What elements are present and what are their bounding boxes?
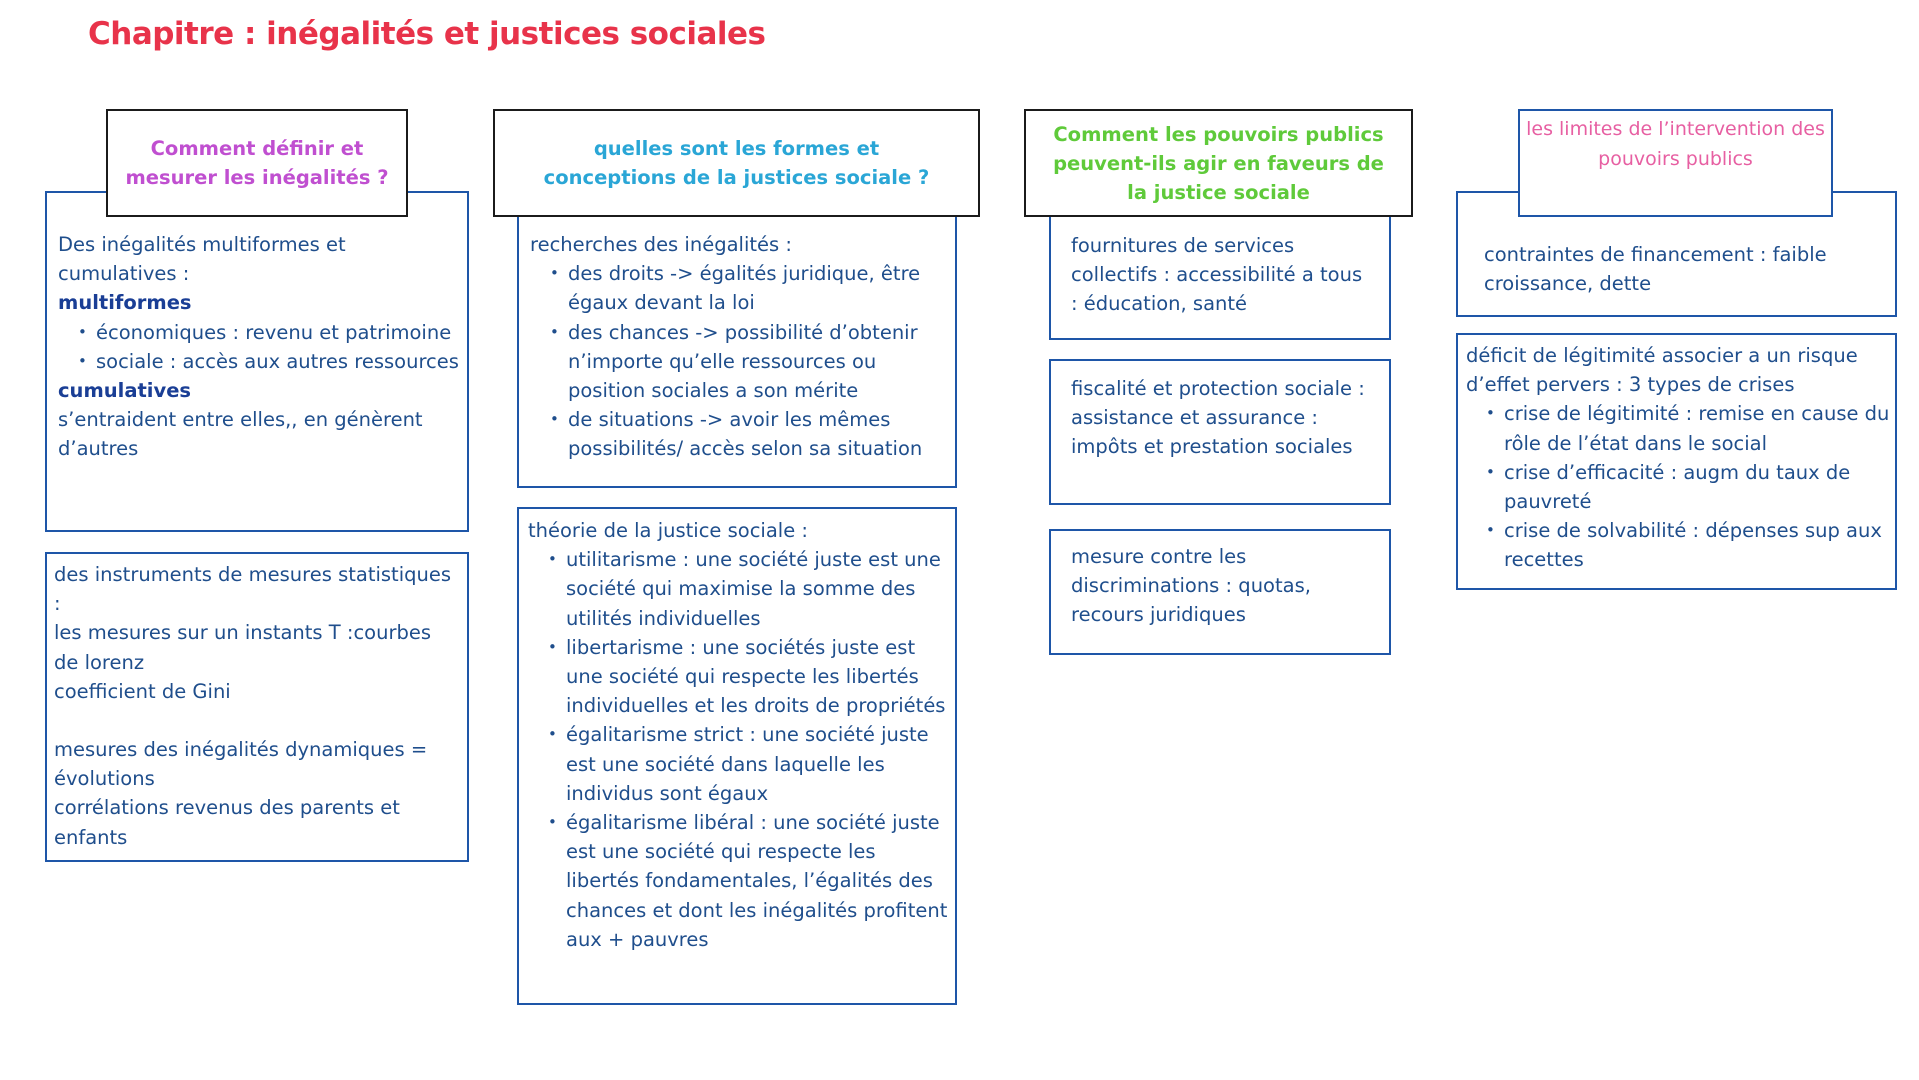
col1-heading-multiformes: multiformes (58, 291, 192, 315)
col4-box2-list (1466, 399, 1892, 574)
col2-intro: recherches des inégalités : (530, 233, 792, 256)
list-item: • libertarisme : une sociétés juste est une société qui respecte les libertés individuelles et les droits de propriétés (528, 633, 950, 721)
col2-box2-list (528, 545, 950, 954)
list-item: • utilitarisme : une société juste est une société qui maximise la somme des utilités individuelles (528, 545, 950, 633)
col2-header: quelles sont les formes et conceptions de la justices sociale ? (493, 109, 980, 217)
list-item: • crise d’efficacité : augm du taux de pauvreté (1466, 458, 1892, 516)
col4-box2-intro: déficit de légitimité associer a un risque d’effet pervers : 3 types de crises (1466, 344, 1858, 397)
col3-box2-content (1071, 374, 1371, 462)
col1-heading-cumulatives: cumulatives (58, 379, 192, 403)
col1-box2-line5: corrélations revenus des parents et enfants (54, 796, 400, 849)
col1-box2-line2: les mesures sur un instants T :courbes de lorenz (54, 621, 432, 674)
col2-box2-content (528, 516, 950, 954)
list-item: • de situations -> avoir les mêmes possibilités/ accès selon sa situation (530, 405, 950, 463)
col1-box2-content (54, 560, 454, 852)
page-title: Chapitre : inégalités et justices sociales (88, 16, 766, 52)
col3-box3-text: mesure contre les discriminations : quotas, recours juridiques (1071, 545, 1311, 627)
col3-box1-text: fournitures de services collectifs : accessibilité a tous : éducation, santé (1071, 234, 1363, 316)
col1-box2-line4: mesures des inégalités dynamiques = évolutions (54, 738, 428, 791)
list-item: • crise de légitimité : remise en cause du rôle de l’état dans le social (1466, 399, 1892, 457)
col1-box1-content (58, 230, 463, 464)
col2-box1-list (530, 259, 950, 463)
col1-header: Comment définir et mesurer les inégalités ? (106, 109, 408, 217)
col4-box1-text: contraintes de financement : faible croissance, dette (1484, 243, 1827, 296)
col3-box2-text: fiscalité et protection sociale : assistance et assurance : impôts et prestation sociales (1071, 377, 1365, 459)
col1-intro: Des inégalités multiformes et cumulatives : (58, 233, 346, 286)
col3-box3-content (1071, 542, 1371, 630)
list-item: • sociale : accès aux autres ressources (58, 347, 463, 376)
col3-header: Comment les pouvoirs publics peuvent-ils agir en faveurs de la justice sociale (1024, 109, 1413, 217)
col1-box2-line1: des instruments de mesures statistiques : (54, 563, 452, 616)
col2-box1-content (530, 230, 950, 464)
col2-box2-intro: théorie de la justice sociale : (528, 519, 808, 542)
col4-box1-content (1484, 240, 1884, 298)
list-item: • égalitarisme strict : une société juste est une société dans laquelle les individus sont égaux (528, 720, 950, 808)
col4-box2-content (1466, 341, 1892, 575)
list-item: • des chances -> possibilité d’obtenir n’importe qu’elle ressources ou position sociales a son mérite (530, 318, 950, 406)
list-item: • égalitarisme libéral : une société juste est une société qui respecte les libertés fondamentales, l’égalités des chances et dont les inégalités profitent aux + pauvres (528, 808, 950, 954)
col1-box2-line3: coefficient de Gini (54, 679, 231, 703)
list-item: • crise de solvabilité : dépenses sup aux recettes (1466, 516, 1892, 574)
col3-box1-content (1071, 231, 1371, 319)
col1-multiformes-list (58, 318, 463, 376)
spacer (54, 706, 454, 735)
col4-header: les limites de l’intervention des pouvoirs publics (1518, 109, 1833, 217)
col1-outro: s’entraident entre elles,, en génèrent d’autres (58, 408, 423, 461)
list-item: • des droits -> égalités juridique, être égaux devant la loi (530, 259, 950, 317)
list-item: • économiques : revenu et patrimoine (58, 318, 463, 347)
